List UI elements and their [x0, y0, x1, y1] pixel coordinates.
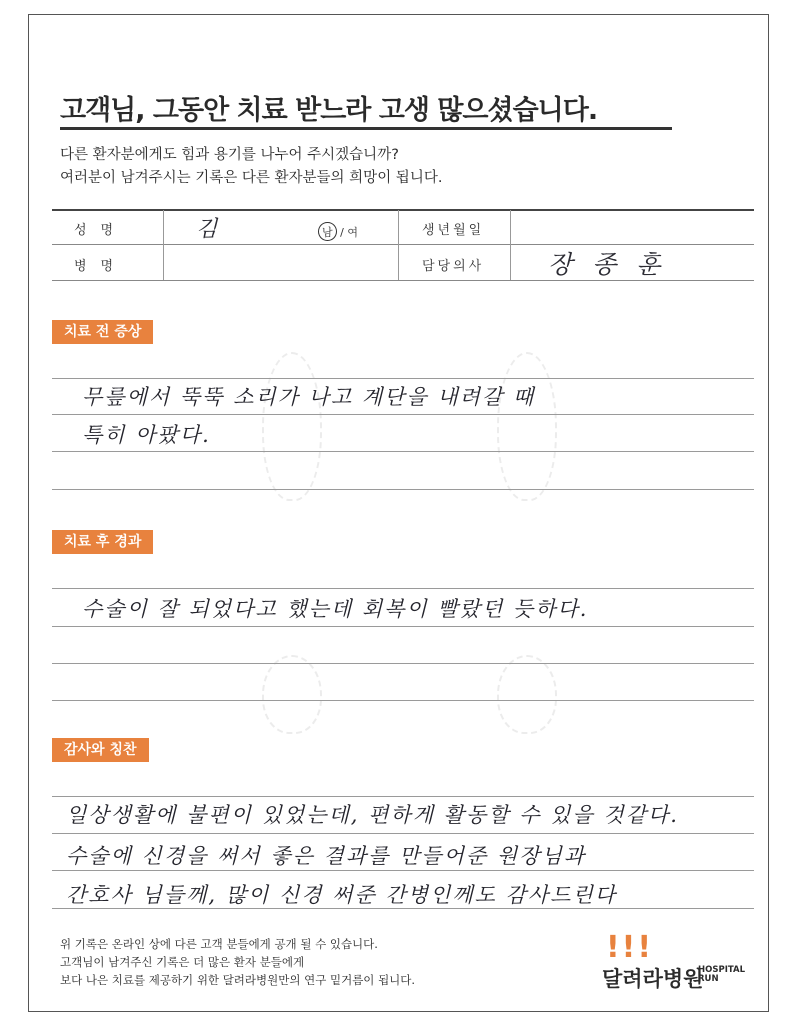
- writing-line: [52, 870, 754, 871]
- gender-separator: /: [340, 226, 344, 239]
- info-table-top-rule: [52, 209, 754, 211]
- subtitle-line-1: 다른 환자분에게도 힘과 용기를 나누어 주시겠습니까?: [60, 147, 399, 163]
- writing-line: [52, 796, 754, 797]
- writing-line: [52, 626, 754, 627]
- writing-line: [52, 663, 754, 664]
- writing-line: [52, 378, 754, 379]
- footprint-watermark: [497, 352, 557, 501]
- writing-line: [52, 414, 754, 415]
- info-table-divider: [510, 210, 511, 280]
- doctor-label: 담당의사: [422, 259, 485, 274]
- thanks-text-line-2[interactable]: 수술에 신경을 써서 좋은 결과를 만들어준 원장님과: [66, 844, 587, 868]
- section-label-before: 치료 전 증상: [52, 320, 153, 344]
- before-text-line-1[interactable]: 무릎에서 뚝뚝 소리가 나고 계단을 내려갈 때: [82, 385, 536, 409]
- after-text-line-1[interactable]: 수술이 잘 되었다고 했는데 회복이 빨랐던 듯하다.: [82, 597, 589, 621]
- disease-label: 병명: [74, 259, 128, 274]
- name-value[interactable]: 김: [196, 217, 218, 242]
- name-label: 성명: [74, 223, 128, 238]
- title-underline: [60, 127, 672, 130]
- logo-name-korean: 달려라병원: [602, 967, 704, 991]
- footprint-watermark: [262, 352, 322, 501]
- logo-english-line-2: RUN: [698, 974, 719, 984]
- page-title: 고객님, 그동안 치료 받느라 고생 많으셨습니다.: [60, 95, 598, 126]
- info-table-divider: [163, 210, 164, 280]
- logo-english-line-1: HOSPITAL: [698, 965, 745, 975]
- section-label-thanks: 감사와 칭찬: [52, 738, 149, 762]
- logo-name-english: [698, 966, 745, 984]
- writing-line: [52, 489, 754, 490]
- footer-line-1: 위 기록은 온라인 상에 다른 고객 분들에게 공개 될 수 있습니다.: [60, 937, 378, 951]
- hospital-logo: [600, 930, 760, 1000]
- writing-line: [52, 588, 754, 589]
- gender-selector[interactable]: [318, 222, 358, 241]
- writing-line: [52, 451, 754, 452]
- footer-line-3: 보다 나은 치료를 제공하기 위한 달려라병원만의 연구 밑거름이 됩니다.: [60, 973, 416, 987]
- thanks-text-line-1[interactable]: 일상생활에 불편이 있었는데, 편하게 활동할 수 있을 것같다.: [66, 803, 679, 827]
- logo-mark-icon: !!!: [606, 930, 654, 965]
- footer-line-2: 고객님이 남겨주신 기록은 더 많은 환자 분들에게: [60, 955, 305, 969]
- gender-female-option[interactable]: 여: [347, 226, 358, 239]
- footprint-watermark: [497, 655, 557, 734]
- writing-line: [52, 833, 754, 834]
- birth-label: 생년월일: [422, 223, 485, 238]
- doctor-value[interactable]: 장 종 훈: [548, 250, 667, 279]
- writing-line: [52, 700, 754, 701]
- footprint-watermark: [262, 655, 322, 734]
- info-table-divider: [398, 210, 399, 280]
- subtitle-line-2: 여러분이 남겨주시는 기록은 다른 환자분들의 희망이 됩니다.: [60, 170, 443, 186]
- gender-male-option[interactable]: 남: [318, 222, 337, 241]
- before-text-line-2[interactable]: 특히 아팠다.: [82, 423, 211, 447]
- section-label-after: 치료 후 경과: [52, 530, 153, 554]
- thanks-text-line-3[interactable]: 간호사 님들께, 많이 신경 써준 간병인께도 감사드린다: [66, 883, 618, 907]
